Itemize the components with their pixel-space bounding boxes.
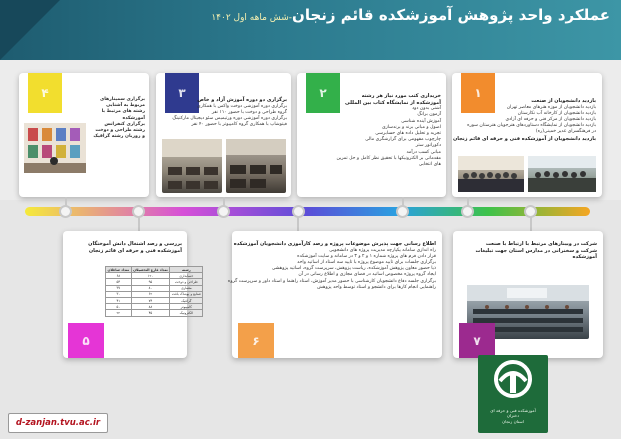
table-cell: ۶۲ — [131, 291, 170, 297]
timeline-dot-5 — [132, 205, 145, 218]
card-2-line: آموزشکده از نمایشگاه کتاب بین المللی — [345, 99, 441, 106]
card-1 — [452, 73, 602, 197]
card-3-line: برگزاری دوره آموزشی دوره ورتیمیس سئو دیجیتال مارکتینگ — [172, 116, 287, 121]
card-7-heading: شرکت در وبینارهای مرتبط با ارتباط با صنعت — [485, 241, 597, 247]
card-4-text — [89, 97, 145, 161]
website-text: d-zanjan.tvu.ac.ir — [15, 418, 101, 428]
card-4-line: رشته های مرتبط با — [101, 109, 145, 115]
logo-caption-line: آموزشکده فنی و حرفه ای — [490, 408, 536, 413]
logo-caption-line: دختران — [506, 413, 520, 419]
table-row — [106, 310, 203, 316]
timeline-dot-2 — [396, 205, 409, 218]
card-2-line: اصول و مبانی برند و برندسازی — [381, 124, 441, 130]
card-6-line: راهنمایی انجام کارها برای دانشجو و استاد توسط واحد پژوهش — [317, 284, 436, 290]
card-6-line: ذیا حضور معاون پژوهش آموزشکده، ریاست پژوهش، سرپرست گروه، اساتید پژوهشی — [271, 266, 436, 272]
card-1-line: در فرهنگسرای غدیر خمینی(ره) — [535, 129, 596, 135]
timeline-dot-1 — [461, 205, 474, 218]
card-6-line: برگزاری جلسه دفاع دانشجویان کارشناسی با حضور مدیر آموزش، استاد راهنما و استاد داور و سرپرست گروه — [227, 278, 436, 284]
card-3 — [156, 73, 291, 197]
logo-caption-line: استان زنجان — [502, 418, 524, 424]
card-4-line: مربوط به آشنایی — [106, 103, 145, 109]
page-title — [10, 6, 610, 24]
table-cell: ۵۴ — [106, 279, 132, 285]
card-4-number: ۴ — [41, 86, 49, 100]
card-6-line: ایجاد گروه پروژه مخصوص اساتید در فضای مجازی و اطلاع رسانی در آن — [298, 272, 436, 278]
table-cell: ۴۵ — [131, 310, 170, 316]
card-7-line: آموزشکده — [572, 254, 597, 261]
timeline-dot-4 — [217, 205, 230, 218]
logo-caption — [478, 408, 548, 424]
website-link[interactable] — [8, 413, 108, 433]
card-2-line: آشنی بدون دود — [412, 106, 441, 112]
card-7 — [453, 231, 603, 358]
card-2-text — [303, 93, 441, 193]
logo-emblem-icon — [478, 355, 548, 407]
card-2-line: چارچوب مفهومی برای گزارشگری مالی — [365, 137, 441, 143]
card-4-line: و زوزبان رشته گرافیک — [93, 134, 145, 140]
card-5-heading: بررسی و رصد اشتغال دانش آموختگان — [88, 241, 182, 247]
table-cell: حسابداری — [170, 273, 203, 279]
card-5-number: ۵ — [82, 333, 90, 348]
timeline-stem-5 — [138, 217, 140, 231]
card-7-text — [459, 241, 597, 263]
table-cell: معماری — [170, 285, 203, 291]
card-5-table — [105, 266, 203, 317]
table-header: تعداد فارغ التحصیلان — [133, 267, 168, 272]
table-cell: ۱۲۰ — [131, 273, 170, 279]
card-1-line: بازدید دانشجویان از آموزشکده فنی و حرفه ای قائم زنجان — [453, 135, 596, 142]
timeline-stem-6 — [297, 217, 299, 231]
card-1-heading: بازدید دانشجویان از صنعت — [531, 98, 596, 104]
timeline-dot-3 — [292, 205, 305, 218]
card-3-number: ۳ — [178, 86, 186, 100]
table-cell: صنایع و پوشاک بافت — [171, 292, 201, 297]
card-7-line: شرکت و سخنرانی در مدارس استان جهت تبلیغات — [475, 247, 597, 254]
card-4-line: برگزاری کنفرانس — [104, 121, 145, 127]
card-2-line: مقدماتی بر الکترونیکها با تحقیق نظر کامل و حل تمرین — [336, 155, 441, 161]
classroom-photo-icon — [162, 139, 222, 193]
table-cell: ۳۰ — [106, 291, 132, 297]
card-4-line: برگزاری سمینارهای — [100, 97, 145, 102]
table-cell: ۴۱ — [106, 297, 132, 303]
card-6-number: ۶ — [252, 333, 260, 348]
card-2-line: مبانی کسب درآمد — [406, 149, 441, 155]
table-cell: ۷۴ — [131, 297, 170, 303]
timeline-dot-7 — [524, 205, 537, 218]
card-6-text — [227, 241, 436, 321]
card-1-line: بازدید دانشجویان از موزه هنرهای معاصر تهران — [506, 104, 596, 110]
card-7-number: ۷ — [473, 333, 481, 348]
gallery-photo-icon — [24, 123, 86, 173]
card-4-tab — [28, 73, 62, 113]
workshop-photo-icon — [226, 139, 286, 193]
card-2-line: آموزش آینده شناسی — [401, 118, 441, 124]
institute-logo — [478, 355, 548, 433]
card-3-line: گروه طراحی و دوخت با حضور ۱۱۰ نفر — [211, 109, 287, 115]
page-subtitle: -شش ماهه اول ۱۴۰۲ — [211, 13, 293, 23]
card-6-tab — [238, 323, 274, 358]
card-1-photo-left — [458, 156, 524, 192]
visit-photo-icon — [528, 156, 596, 192]
card-4 — [19, 73, 149, 197]
card-6-line: برگزاری جلسات برای تایید موضوع پروژه با تایید سه استاد از اساتید واحد — [297, 260, 436, 265]
table-cell: ۶۸ — [106, 273, 132, 279]
card-2-heading: خریداری کتب مورد نیاز هر رشته — [361, 93, 441, 99]
group-photo-icon — [458, 156, 524, 192]
card-7-tab — [459, 323, 495, 358]
timeline-dot-6 — [59, 205, 72, 218]
card-3-heading: برگزاری دو دوره آموزش آزاد و خاص — [197, 97, 287, 103]
table-cell: ۵۰ — [106, 304, 132, 310]
table-header: رشته — [170, 267, 203, 273]
card-6-heading: اطلاع رسانی جهت پذیرش موضوعات پروژه و رصد کارآموزی دانشجویان آموزشکده — [233, 241, 436, 247]
card-1-text — [453, 98, 596, 148]
card-5 — [63, 231, 201, 358]
table-cell: ۳۷ — [106, 285, 132, 291]
table-cell: الکترونیک — [170, 310, 203, 316]
card-1-line: بازدید دانشجویان از کارخانه آب نکارستان — [517, 110, 596, 116]
table-cell: ۹۵ — [131, 279, 170, 285]
card-3-text — [161, 97, 287, 133]
card-1-number: ۱ — [474, 86, 482, 100]
table-cell: طراحی و دوخت — [170, 279, 203, 285]
card-2-line: دکوراتور ستر — [415, 143, 441, 149]
card-4-photo — [24, 123, 86, 173]
card-6 — [227, 231, 442, 358]
card-1-line: بازدید دانشجویان از مرکز فنی و حرفه ای آزادی — [505, 117, 596, 122]
card-4-line: آموزشکده — [122, 115, 145, 121]
card-2-line: آزمون برانگ — [417, 112, 441, 118]
card-6-line: راه اندازی سامانه یکپارچه مدیریت پروژه های دانشجویی — [329, 247, 436, 253]
card-3-photo-right — [226, 139, 286, 193]
card-3-photo-left — [162, 139, 222, 193]
table-cell: ۲۲ — [106, 310, 132, 316]
card-3-line: برگزاری دوره آموزشی دوخت واکس با همکاری — [197, 103, 287, 109]
card-2-line: های انتخابی — [418, 162, 441, 168]
card-5-text — [68, 241, 182, 257]
table-header: تعداد شاغلان — [107, 267, 130, 272]
table-cell: کامپیوتر — [170, 304, 203, 310]
table-cell: ۸۰ — [131, 285, 170, 291]
card-2-line: تجربه و تحلیل داده های حسابرسی — [375, 131, 441, 136]
card-2 — [297, 73, 446, 197]
card-2-number: ۲ — [319, 86, 327, 100]
card-4-line: رشته طراحی و دوخت — [95, 128, 145, 134]
card-1-photo-right — [528, 156, 596, 192]
card-1-line: بازدید دانشجویان از نمایشگاه دستاوردهای هنرجویان هنرستان سوره — [467, 123, 596, 129]
card-3-line: فیتوشاپ با همکاری گروه کامپیوتر با حضور ۴۰ نفر — [191, 122, 287, 128]
page-title-text: عملکرد واحد پژوهش آموزشکده قائم زنجان — [292, 6, 610, 24]
card-6-line: قرار دادن فرم های پروژه شماره ۱ و ۲ و ۳ در سامانه و سایت آموزشکده — [297, 253, 436, 259]
card-5-line: آموزشکده فنی و حرفه ای قائم زنجان — [88, 247, 182, 254]
timeline-bar — [25, 207, 590, 216]
card-5-tab — [68, 323, 104, 358]
table-cell: گرافیک — [170, 297, 203, 303]
table-cell: ۸۸ — [131, 304, 170, 310]
timeline-stem-7 — [530, 217, 532, 231]
